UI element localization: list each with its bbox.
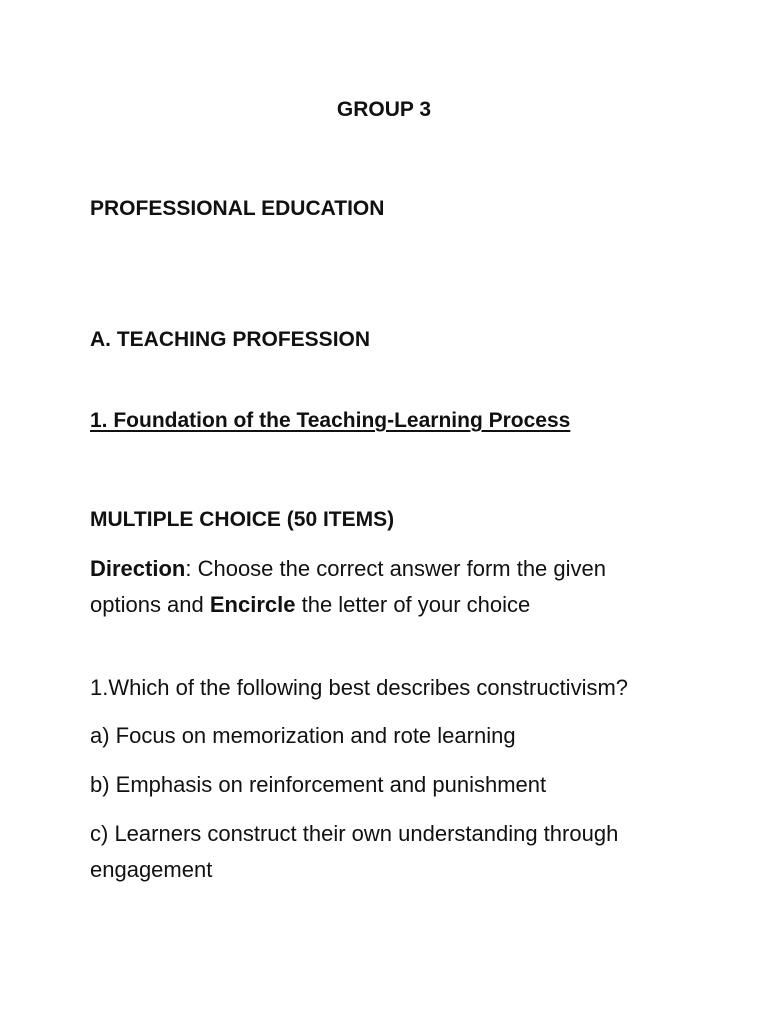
topic-title: 1. Foundation of the Teaching-Learning Process xyxy=(90,409,571,432)
direction-emphasis: Encircle xyxy=(209,592,296,617)
direction-text-1: : Choose the correct answer form the given xyxy=(185,556,607,581)
question-1: 1.Which of the following best describes constructivism? xyxy=(90,675,629,700)
direction-text-2-suffix: the letter of your choice xyxy=(295,592,531,617)
question-1-option-c-continued: engagement xyxy=(90,857,213,882)
section-title: PROFESSIONAL EDUCATION xyxy=(90,197,385,220)
direction-label: Direction xyxy=(90,556,186,581)
direction-line-1 xyxy=(90,555,606,583)
question-1-option-c: c) Learners construct their own understanding through xyxy=(90,821,619,846)
subsection-title: A. TEACHING PROFESSION xyxy=(90,328,371,351)
direction-line-2 xyxy=(90,591,530,619)
test-type-heading: MULTIPLE CHOICE (50 ITEMS) xyxy=(90,508,395,531)
question-1-option-b: b) Emphasis on reinforcement and punishment xyxy=(90,772,547,797)
group-title: GROUP 3 xyxy=(336,98,432,121)
question-1-option-a: a) Focus on memorization and rote learning xyxy=(90,723,516,748)
direction-text-2-prefix: options and xyxy=(90,592,210,617)
